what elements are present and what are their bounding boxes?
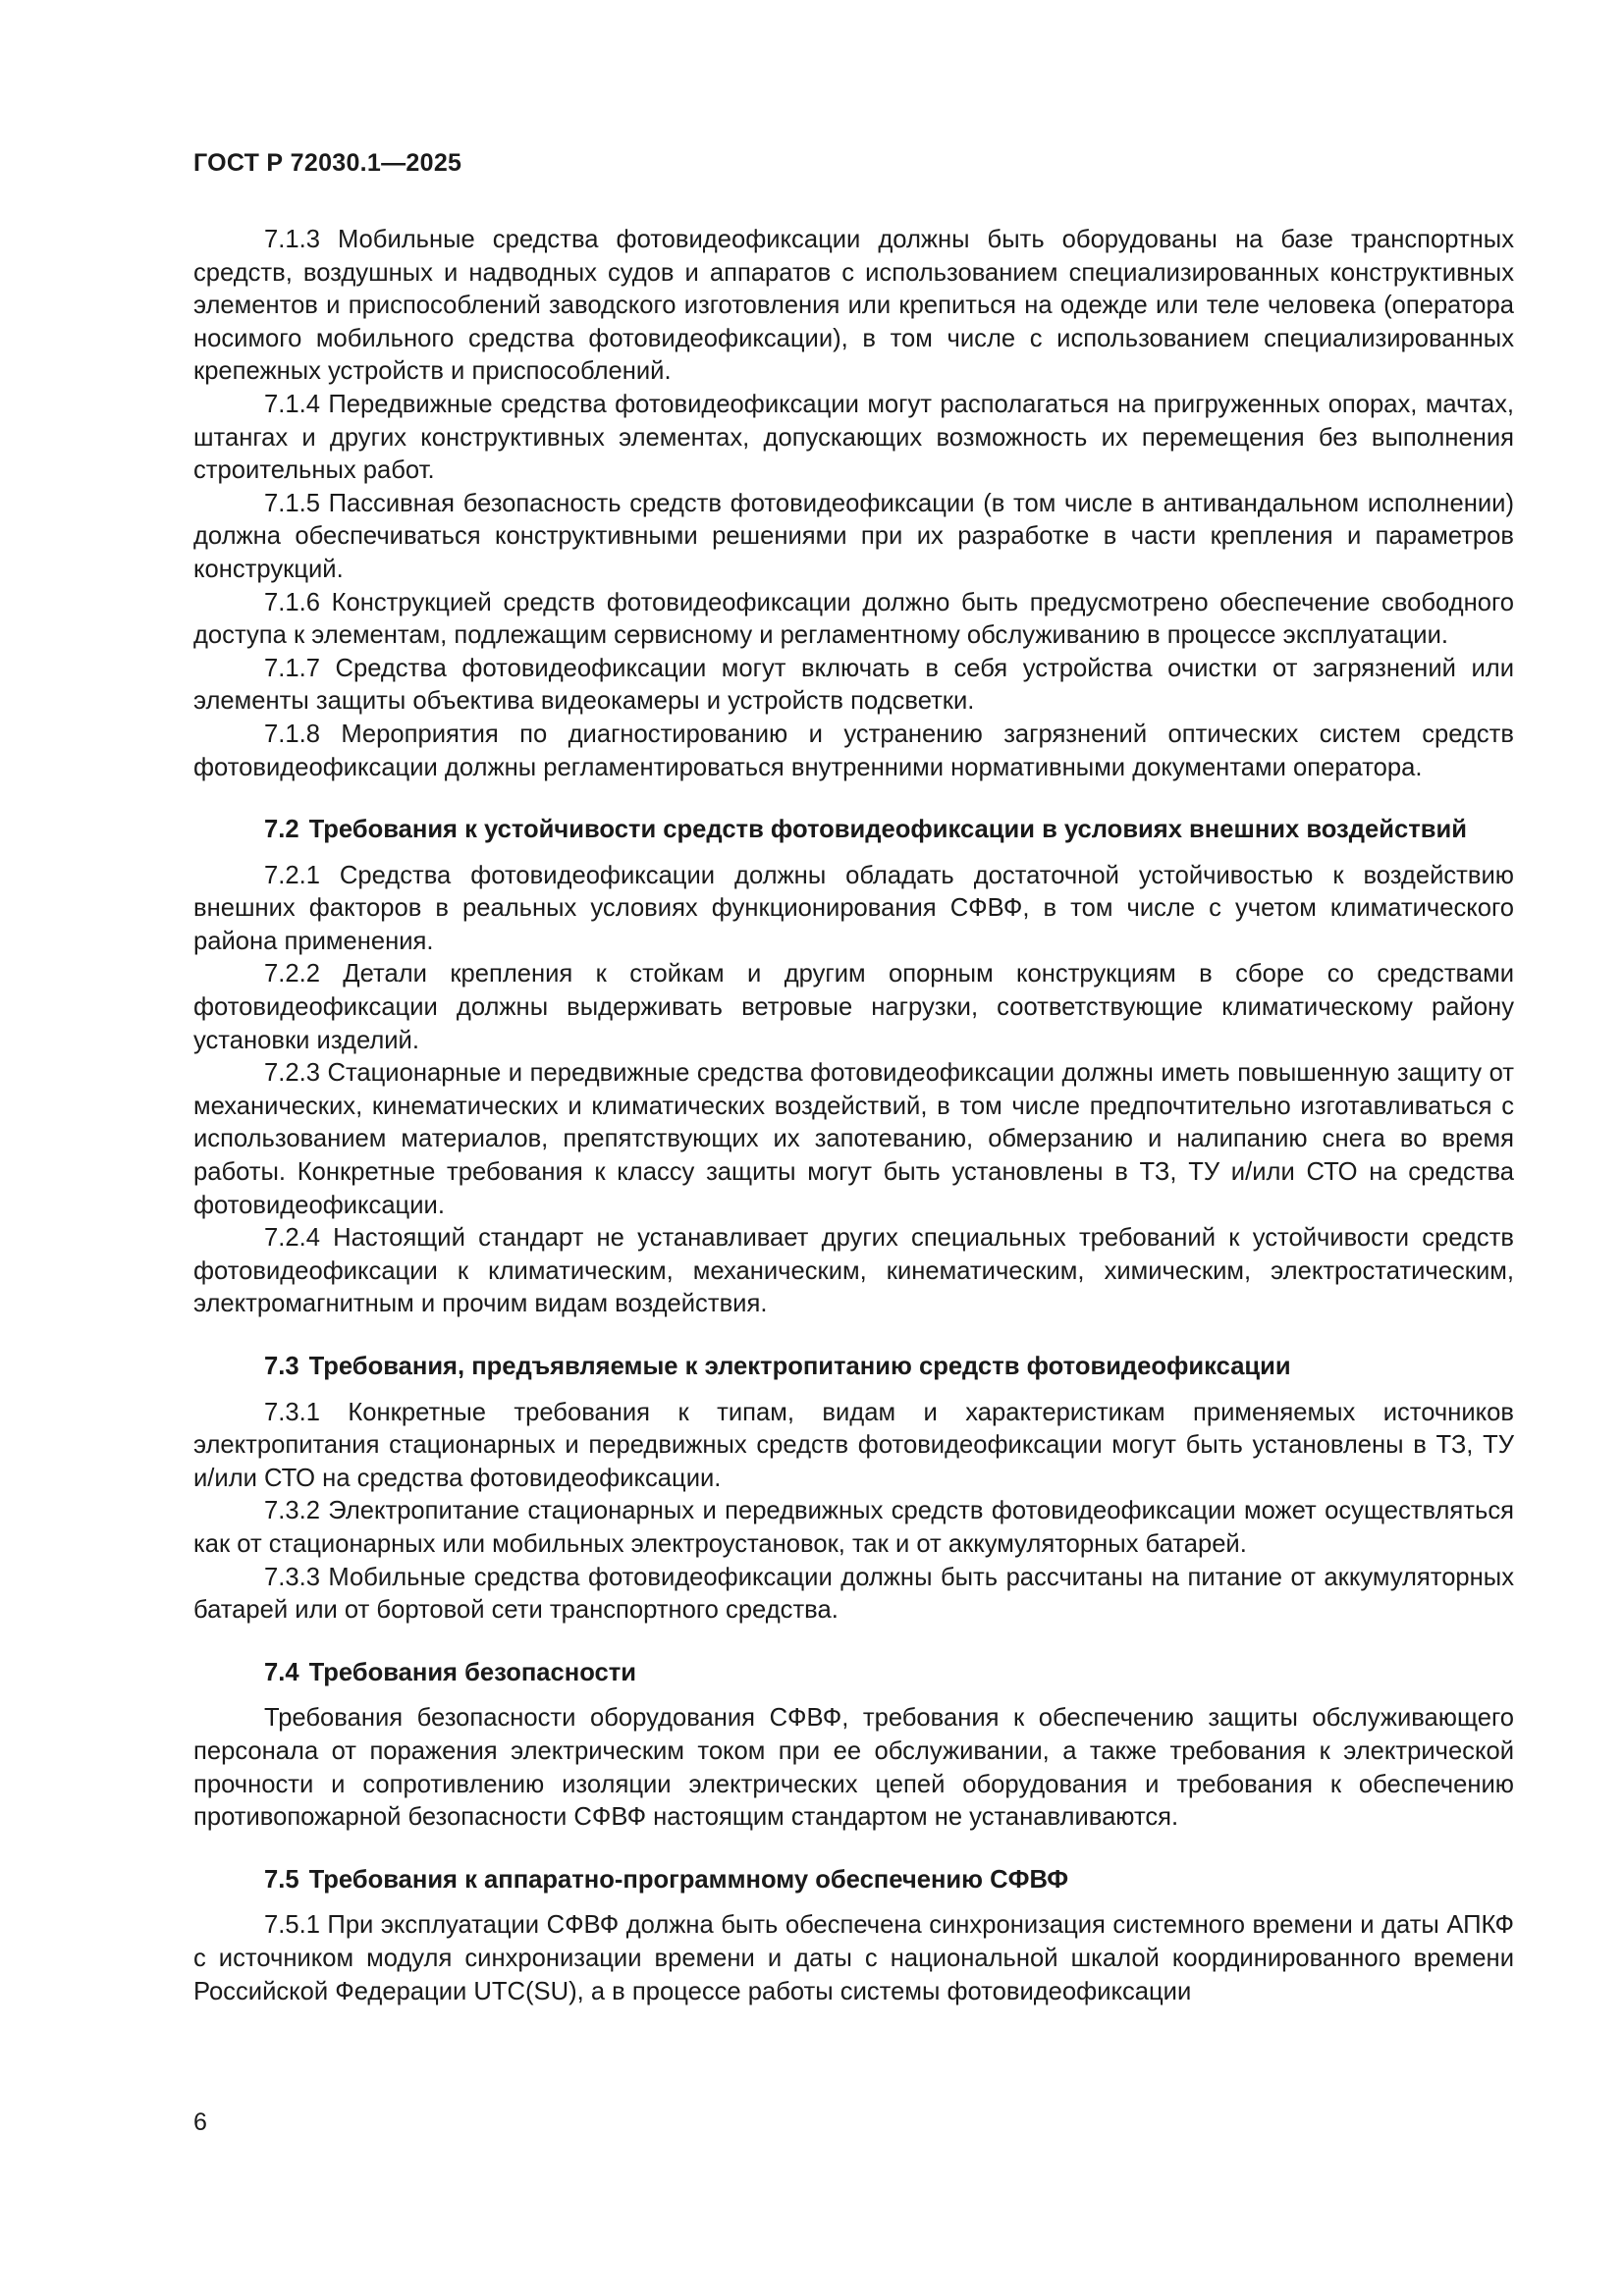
section-number: 7.5	[264, 1865, 299, 1894]
paragraph-7-1-6: 7.1.6 Конструкцией средств фотовидеофиксации должно быть предусмотрено обеспечение свободного доступа к элементам, подлежащим сервисному и регламентному обслуживанию в процессе эксплуатации.	[193, 588, 1514, 650]
paragraph-7-3-1: 7.3.1 Конкретные требования к типам, видам и характеристикам применяемых источников электропитания стационарных и передвижных средств фотовидеофиксации могут быть установлены в ТЗ, ТУ и/или СТО на средства фотовидеофиксации.	[193, 1398, 1514, 1492]
section-title-text: Требования безопасности	[308, 1658, 637, 1686]
document-header: ГОСТ Р 72030.1—2025	[193, 149, 462, 177]
section-title-text: Требования к аппаратно-программному обеспечению СФВФ	[308, 1865, 1069, 1894]
section-number: 7.3	[264, 1353, 299, 1380]
paragraph-7-1-5: 7.1.5 Пассивная безопасность средств фотовидеофиксации (в том числе в антивандальном исполнении) должна обеспечиваться конструктивными решениями при их разработке в части крепления и параметров конструкций.	[193, 489, 1514, 583]
page-number: 6	[193, 2109, 207, 2136]
section-title-text: Требования к устойчивости средств фотовидеофиксации в условиях внешних воздействий	[308, 816, 1467, 844]
paragraph-7-3-2: 7.3.2 Электропитание стационарных и передвижных средств фотовидеофиксации может осуществляться как от стационарных или мобильных электроустановок, так и от аккумуляторных батарей.	[193, 1497, 1514, 1558]
paragraph-7-4: Требования безопасности оборудования СФВФ, требования к обеспечению защиты обслуживающего персонала от поражения электрическим током при ее обслуживании, а также требования к электрической прочности и сопротивлению изоляции электрических цепей оборудования и требования к обеспечению противопожарной безопасности СФВФ настоящим стандартом не устанавливаются.	[193, 1704, 1514, 1832]
paragraph-7-5-1: 7.5.1 При эксплуатации СФВФ должна быть обеспечена синхронизация системного времени и даты АПКФ с источником модуля синхронизации времени и даты с национальной шкалой координированного времени Российской Федерации UTC(SU), а в процессе работы системы фотовидеофиксации	[193, 1911, 1514, 2005]
section-7-4	[193, 1657, 1514, 1835]
section-7-1-continuation	[193, 224, 1514, 784]
paragraph-7-1-7: 7.1.7 Средства фотовидеофиксации могут включать в себя устройства очистки от загрязнений или элементы защиты объектива видеокамеры и устройств подсветки.	[193, 654, 1514, 716]
section-heading-7-5	[193, 1864, 1514, 1897]
section-7-5	[193, 1864, 1514, 2008]
section-number: 7.4	[264, 1658, 299, 1686]
document-body	[193, 224, 1514, 2008]
section-7-2	[193, 814, 1514, 1321]
paragraph-7-3-3: 7.3.3 Мобильные средства фотовидеофиксации должны быть рассчитаны на питание от аккумуляторных батарей или от бортовой сети транспортного средства.	[193, 1563, 1514, 1625]
paragraph-7-1-8: 7.1.8 Мероприятия по диагностированию и устранению загрязнений оптических систем средств фотовидеофиксации должны регламентироваться внутренними нормативными документами оператора.	[193, 720, 1514, 781]
paragraph-7-2-1: 7.2.1 Средства фотовидеофиксации должны обладать достаточной устойчивостью к воздействию внешних факторов в реальных условиях функционирования СФВФ, в том числе с учетом климатического района применения.	[193, 861, 1514, 955]
paragraph-7-1-3: 7.1.3 Мобильные средства фотовидеофиксации должны быть оборудованы на базе транспортных средств, воздушных и надводных судов и аппаратов с использованием специализированных конструктивных элементов и приспособлений заводского изготовления или крепиться на одежде или теле человека (оператора носимого мобильного средства фотовидеофиксации), в том числе с использованием специализированных крепежных устройств и приспособлений.	[193, 226, 1514, 386]
paragraph-7-2-2: 7.2.2 Детали крепления к стойкам и другим опорным конструкциям в сборе со средствами фотовидеофиксации должны выдерживать ветровые нагрузки, соответствующие климатическому району установки изделий.	[193, 960, 1514, 1054]
paragraph-7-1-4: 7.1.4 Передвижные средства фотовидеофиксации могут располагаться на пригруженных опорах, мачтах, штангах и других конструктивных элементах, допускающих возможность их перемещения без выполнения строительных работ.	[193, 390, 1514, 485]
paragraph-7-2-3: 7.2.3 Стационарные и передвижные средства фотовидеофиксации должны иметь повышенную защиту от механических, кинематических и климатических воздействий, в том числе предпочтительно изготавливаться с использованием материалов, препятствующих их запотеванию, обмерзанию и налипанию снега во время работы. Конкретные требования к классу защиты могут быть установлены в ТЗ, ТУ и/или СТО на средства фотовидеофиксации.	[193, 1059, 1514, 1219]
section-heading-7-3	[193, 1351, 1514, 1384]
section-7-3	[193, 1351, 1514, 1628]
section-number: 7.2	[264, 816, 299, 844]
section-heading-7-4	[193, 1657, 1514, 1690]
paragraph-7-2-4: 7.2.4 Настоящий стандарт не устанавливает других специальных требований к устойчивости средств фотовидеофиксации к климатическим, механическим, кинематическим, химическим, электростатическим, электромагнитным и прочим видам воздействия.	[193, 1224, 1514, 1318]
section-title-text: Требования, предъявляемые к электропитанию средств фотовидеофиксации	[308, 1353, 1291, 1380]
section-heading-7-2	[193, 814, 1514, 847]
